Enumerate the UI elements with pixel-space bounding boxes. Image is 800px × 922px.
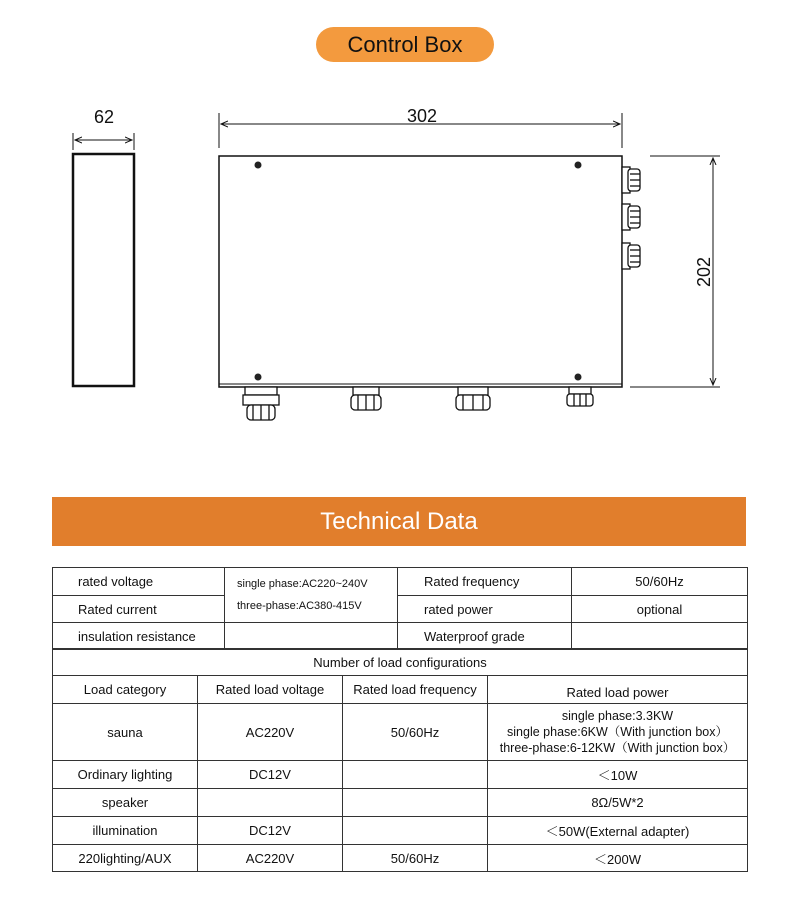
table-row bbox=[53, 761, 748, 789]
right-cable-glands bbox=[622, 167, 640, 269]
load-power: ＜10W bbox=[488, 761, 748, 789]
load-category: 220lighting/AUX bbox=[53, 845, 198, 872]
dim-height: 202 bbox=[694, 256, 714, 288]
technical-data-banner: Technical Data bbox=[52, 497, 746, 546]
load-table-title: Number of load configurations bbox=[53, 649, 748, 676]
rated-frequency-label: Rated frequency bbox=[398, 568, 572, 596]
load-table-header-row bbox=[53, 676, 748, 704]
load-power: ＜200W bbox=[488, 845, 748, 872]
dim-front-width: 302 bbox=[406, 106, 438, 126]
control-box-drawing bbox=[0, 90, 800, 440]
bottom-cable-glands bbox=[243, 387, 593, 420]
insulation-value bbox=[225, 623, 398, 650]
load-frequency bbox=[343, 761, 488, 789]
table-row bbox=[53, 817, 748, 845]
load-table-title-row bbox=[53, 649, 748, 676]
header-rated-load-power: Rated load power bbox=[488, 676, 748, 704]
spec-row bbox=[53, 596, 748, 623]
voltage-three-phase: three-phase:AC380-415V bbox=[237, 600, 362, 612]
load-power-line: three-phase:6-12KW（With junction box） bbox=[499, 741, 736, 755]
table-row bbox=[53, 845, 748, 872]
waterproof-value bbox=[572, 623, 748, 650]
load-power: ＜50W(External adapter) bbox=[488, 817, 748, 845]
load-frequency bbox=[343, 817, 488, 845]
load-frequency: 50/60Hz bbox=[343, 845, 488, 872]
load-table bbox=[52, 648, 748, 872]
load-power-line: single phase:6KW（With junction box） bbox=[507, 725, 728, 739]
header-load-category: Load category bbox=[53, 676, 198, 704]
table-row bbox=[53, 789, 748, 817]
rated-voltage-label: rated voltage bbox=[53, 568, 225, 596]
load-voltage bbox=[198, 789, 343, 817]
insulation-label: insulation resistance bbox=[53, 623, 225, 650]
table-row bbox=[53, 704, 748, 761]
waterproof-label: Waterproof grade bbox=[398, 623, 572, 650]
load-voltage: DC12V bbox=[198, 761, 343, 789]
rated-current-label: Rated current bbox=[53, 596, 225, 623]
front-view bbox=[219, 106, 720, 420]
spec-row bbox=[53, 623, 748, 650]
load-frequency: 50/60Hz bbox=[343, 704, 488, 761]
header-rated-load-voltage: Rated load voltage bbox=[198, 676, 343, 704]
dim-side-width: 62 bbox=[93, 107, 115, 127]
load-category: sauna bbox=[53, 704, 198, 761]
side-view bbox=[73, 107, 134, 386]
header-rated-load-frequency: Rated load frequency bbox=[343, 676, 488, 704]
load-category: illumination bbox=[53, 817, 198, 845]
rated-voltage-value bbox=[225, 568, 398, 623]
load-voltage: AC220V bbox=[198, 704, 343, 761]
page-title: Control Box bbox=[316, 27, 494, 62]
load-category: Ordinary lighting bbox=[53, 761, 198, 789]
rated-frequency-value: 50/60Hz bbox=[572, 568, 748, 596]
load-voltage: AC220V bbox=[198, 845, 343, 872]
rated-power-label: rated power bbox=[398, 596, 572, 623]
spec-table bbox=[52, 567, 748, 650]
load-power-line: single phase:3.3KW bbox=[561, 709, 674, 723]
rated-power-value: optional bbox=[572, 596, 748, 623]
load-category: speaker bbox=[53, 789, 198, 817]
load-voltage: DC12V bbox=[198, 817, 343, 845]
load-frequency bbox=[343, 789, 488, 817]
spec-row bbox=[53, 568, 748, 596]
voltage-single-phase: single phase:AC220~240V bbox=[237, 578, 368, 590]
load-power: 8Ω/5W*2 bbox=[488, 789, 748, 817]
load-power bbox=[488, 704, 748, 761]
